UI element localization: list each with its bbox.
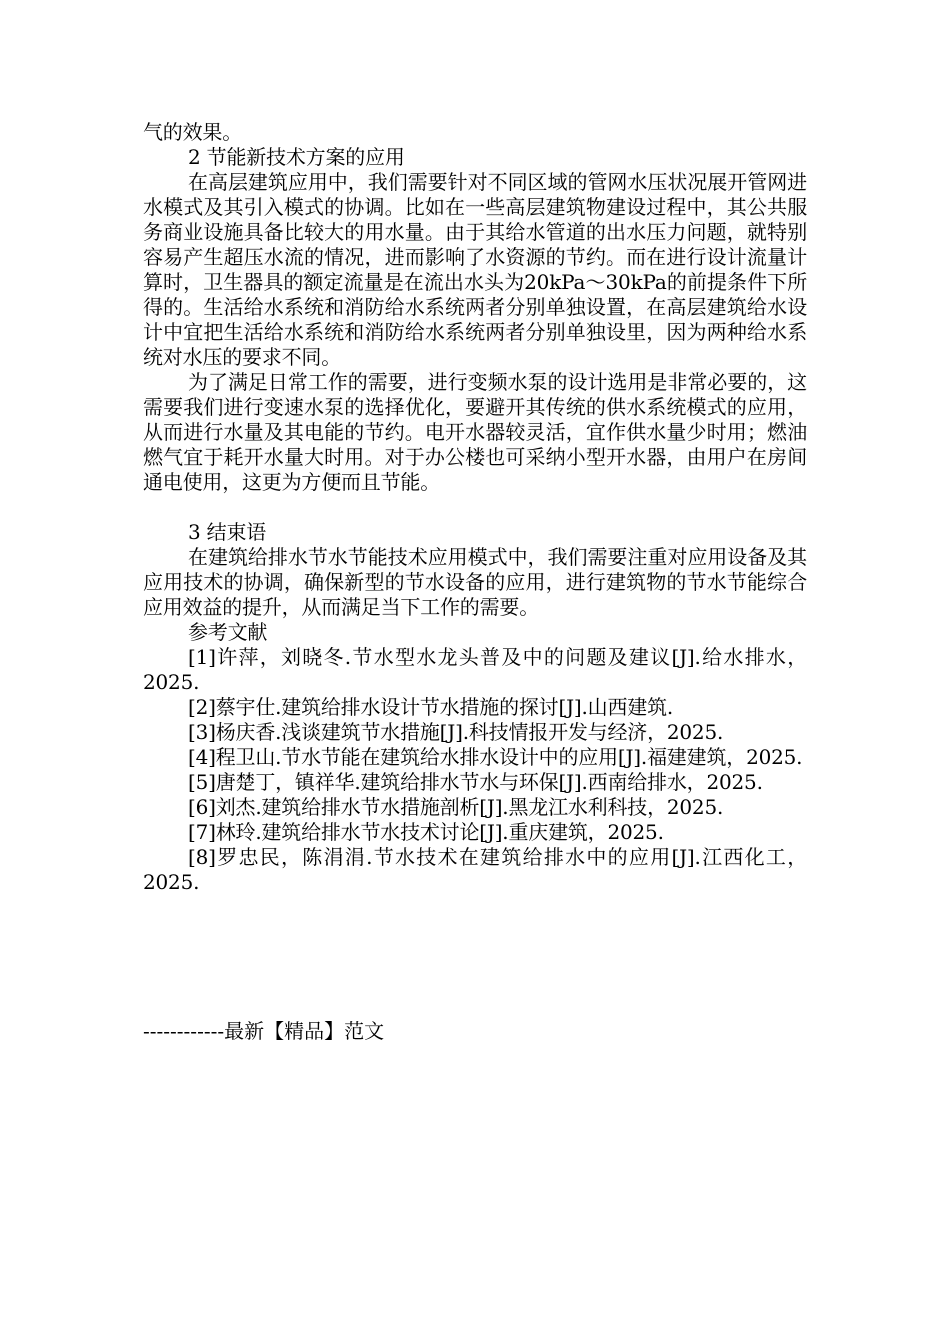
section-2-heading: 2 节能新技术方案的应用 (188, 145, 405, 169)
reference-item: [7]林玲.建筑给排水节水技术讨论[J].重庆建筑，2025. (188, 820, 664, 844)
section-spacer (143, 495, 807, 520)
continuation-text: 气的效果。 (143, 120, 242, 144)
reference-item: [2]蔡宇仕.建筑给排水设计节水措施的探讨[J].山西建筑. (188, 695, 674, 719)
document-body (143, 120, 807, 895)
reference-item: [4]程卫山.节水节能在建筑给水排水设计中的应用[J].福建建筑，2025. (188, 745, 803, 769)
section-3-paragraph-1: 在建筑给排水节水节能技术应用模式中，我们需要注重对应用设备及其应用技术的协调，确保新型的节水设备的应用，进行建筑物的节水节能综合应用效益的提升，从而满足当下工作的需要。 (143, 545, 807, 619)
section-2-paragraph-2: 为了满足日常工作的需要，进行变频水泵的设计选用是非常必要的，这需要我们进行变速水泵的选择优化，要避开其传统的供水系统模式的应用，从而进行水量及其电能的节约。电开水器较灵活，宜作供水量少时用；燃油燃气宜于耗开水量大时用。对于办公楼也可采纳小型开水器，由用户在房间通电使用，这更为方便而且节能。 (143, 370, 807, 494)
page-footer: ------------最新【精品】范文 (143, 1019, 385, 1043)
reference-item: [3]杨庆香.浅谈建筑节水措施[J].科技情报开发与经济，2025. (188, 720, 724, 744)
section-2-paragraph-1: 在高层建筑应用中，我们需要针对不同区域的管网水压状况展开管网进水模式及其引入模式的协调。比如在一些高层建筑物建设过程中，其公共服务商业设施具备比较大的用水量。由于其给水管道的出水压力问题，就特别容易产生超压水流的情况，进而影响了水资源的节约。而在进行设计流量计算时，卫生器具的额定流量是在流出水头为20kPa～30kPa的前提条件下所得的。生活给水系统和消防给水系统两者分别单独设置，在高层建筑给水设计中宜把生活给水系统和消防给水系统两者分别单独设里，因为两种给水系统对水压的要求不同。 (143, 170, 807, 369)
reference-item: [1]许萍，刘晓冬.节水型水龙头普及中的问题及建议[J].给水排水，2025. (143, 645, 807, 694)
reference-item: [6]刘杰.建筑给排水节水措施剖析[J].黑龙江水利科技，2025. (188, 795, 724, 819)
reference-item: [5]唐楚丁，镇祥华.建筑给排水节水与环保[J].西南给排水，2025. (188, 770, 763, 794)
reference-item: [8]罗忠民，陈涓涓.节水技术在建筑给排水中的应用[J].江西化工，2025. (143, 845, 807, 894)
references-list (143, 645, 807, 895)
references-heading: 参考文献 (188, 620, 268, 644)
section-3-heading: 3 结束语 (188, 520, 267, 544)
